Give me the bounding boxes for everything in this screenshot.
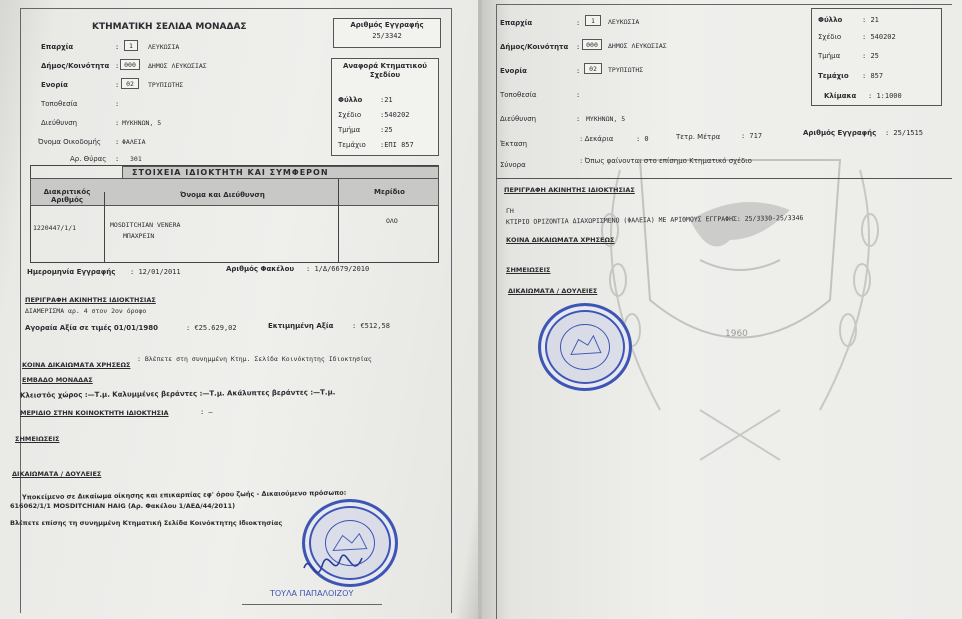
tetr-metra-value: : 717 (741, 132, 763, 140)
enoria-value: ΤΡΥΠΙΩΤΗΣ (148, 81, 184, 89)
right-fyllo-label: Φύλλο (818, 16, 843, 24)
right-topothesia-label: Τοποθεσία (500, 91, 537, 99)
right-rights-heading: ΔΙΚΑΙΩΜΑΤΑ / ΔΟΥΛΕΙΕΣ (508, 287, 598, 295)
left-common-rights-text: : Βλέπετε στη συνημμένη Κτημ. Σελίδα Κοινόκτητης Ιδιοκτησίας (137, 355, 372, 363)
synora-label: Σύνορα (500, 161, 526, 169)
owner-id: 1220447/1/1 (33, 224, 77, 232)
left-notes-heading: ΣΗΜΕΙΩΣΕΙΣ (15, 435, 60, 443)
right-klimaka-label: Κλίμακα (824, 92, 857, 100)
left-common-rights-heading: ΚΟΙΝΑ ΔΙΚΑΙΩΜΑΤΑ ΧΡΗΣΕΩΣ (22, 361, 131, 369)
right-dieuthinsi-label: Διεύθυνση (500, 115, 537, 123)
owner-name-line2: ΜΠΑΧΡΕΙΝ (123, 232, 155, 240)
right-registration-value: : 25/1515 (885, 129, 923, 137)
right-enoria-code: 02 (584, 63, 602, 74)
right-fyllo-value: 21 (870, 16, 879, 24)
signatory-name: ΤΟΥΛΑ ΠΑΠΑΛΟΙΖΟΥ (270, 589, 354, 598)
right-temaxio-value: 857 (870, 72, 884, 80)
right-temaxio-label: Τεμάχιο (818, 72, 849, 80)
ektasi-label: Έκταση (500, 140, 528, 148)
owners-header-id: Διακριτικός Αριθμός (43, 188, 91, 204)
registration-number-value: 25/3342 (372, 32, 402, 40)
topothesia-label: Τοποθεσία (41, 100, 78, 108)
signature-scribble (300, 548, 370, 588)
share-heading: ΜΕΡΙΔΙΟ ΣΤΗΝ ΚΟΙΝΟΚΤΗΤΗ ΙΔΙΟΚΤΗΣΙΑ (20, 409, 169, 417)
dimos-label: Δήμος/Κοινότητα (41, 62, 110, 70)
right-schedio-label: Σχέδιο (818, 33, 842, 41)
eparchia-code: 1 (124, 40, 138, 51)
rights-line-1: Υποκείμενο σε Δικαίωμα οίκησης και επικαρπίας εφ' όρου ζωής - Δικαιούμενο πρόσωπο: (21, 488, 347, 502)
estimated-value-label: Εκτιμημένη Αξία (268, 322, 334, 330)
right-tmima-value: 25 (870, 52, 879, 60)
fyllo-label: Φύλλο (338, 96, 363, 104)
right-description-line-1: ΓΗ (506, 207, 514, 215)
eparchia-value: ΛΕΥΚΩΣΙΑ (148, 43, 180, 51)
tmima-value: 25 (384, 126, 393, 134)
left-description-text: ΔΙΑΜΕΡΙΣΜΑ αρ. 4 στον 2ον όροφο (25, 307, 147, 315)
thyras-value: 301 (130, 155, 142, 163)
rights-line-3: Βλέπετε επίσης τη συνημμένη Κτηματική Σελίδα Κοινόκτητης Ιδιοκτησίας (10, 519, 283, 527)
right-eparchia-label: Επαρχία (500, 19, 533, 27)
coat-of-arms-watermark (580, 130, 900, 475)
dekaria-label: : Δεκάρια (580, 135, 614, 143)
dekaria-value: : 0 (636, 135, 649, 143)
right-eparchia-code: 1 (585, 15, 601, 26)
right-dimos-code: 000 (582, 39, 602, 50)
schedio-label: Σχέδιο (338, 111, 362, 119)
watermark-year: 1960 (725, 329, 748, 339)
owners-header-share: Μερίδιο (374, 188, 405, 196)
enoria-code: 02 (121, 78, 139, 89)
dimos-value: ΔΗΜΟΣ ΛΕΥΚΩΣΙΑΣ (148, 62, 207, 70)
right-dimos-value: ΔΗΜΟΣ ΛΕΥΚΩΣΙΑΣ (608, 42, 667, 50)
estimated-value: €512,58 (360, 322, 390, 330)
right-enoria-label: Ενορία (500, 67, 527, 75)
right-notes-heading: ΣΗΜΕΙΩΣΕΙΣ (506, 266, 551, 274)
right-common-rights-heading: ΚΟΙΝΑ ΔΙΚΑΙΩΜΑΤΑ ΧΡΗΣΕΩΣ (506, 236, 615, 244)
right-schedio-value: 540202 (870, 33, 896, 41)
schedio-value: 540202 (384, 111, 410, 119)
right-enoria-value: ΤΡΥΠΙΩΤΗΣ (608, 66, 644, 74)
right-klimaka-value: 1:1000 (876, 92, 902, 100)
area-text: Κλειστός χώρος :—Τ.μ. Καλυμμένες βεράντες :—Τ.μ. Ακάλυπτες βεράντες :—Τ.μ. (19, 388, 336, 400)
synora-text: : Όπως φαίνονται στο επίσημο Κτηματικό σχέδιο (580, 157, 752, 165)
registration-date-value: 12/01/2011 (138, 268, 181, 276)
left-description-heading: ΠΕΡΙΓΡΑΦΗ ΑΚΙΝΗΤΗΣ ΙΔΙΟΚΤΗΣΙΑΣ (25, 296, 156, 304)
right-description-heading: ΠΕΡΙΓΡΑΦΗ ΑΚΙΝΗΤΗΣ ΙΔΙΟΚΤΗΣΙΑΣ (504, 186, 635, 194)
tmima-label: Τμήμα (338, 126, 361, 134)
market-value-label: Αγοραία Αξία σε τιμές 01/01/1980 (25, 324, 159, 332)
tetr-metra-label: Τετρ. Μέτρα (676, 133, 721, 141)
owners-header-name: Όνομα και Διεύθυνση (180, 191, 265, 199)
official-stamp-right (538, 303, 632, 391)
file-number-label: Αριθμός Φακέλου (226, 265, 295, 273)
left-rights-heading: ΔΙΚΑΙΩΜΑΤΑ / ΔΟΥΛΕΙΕΣ (12, 470, 102, 478)
owner-share: ΟΛΟ (386, 217, 398, 225)
registration-date-label: Ημερομηνία Εγγραφής (27, 268, 116, 276)
temaxio-value: ΕΠΙ 857 (384, 141, 414, 149)
right-tmima-label: Τμήμα (818, 52, 841, 60)
fyllo-value: 21 (384, 96, 393, 104)
right-dieuthinsi-value: ΜΥΚΗΝΩΝ, 5 (586, 115, 626, 123)
oikodomi-label: Όνομα Οικοδομής (38, 138, 102, 146)
temaxio-label: Τεμάχιο (338, 141, 366, 149)
right-description-line-2: ΚΤΙΡΙΟ ΟΡΙΖΟΝΤΙΑ ΔΙΑΧΩΡΙΣΜΕΝΟ (ΦΑΛΕΙΑ) ΜΕ ΑΡΙΘΜΟΥΣ ΕΓΓΡΑΦΗΣ: 25/3330-25/3346 (505, 213, 804, 227)
dimos-code: 000 (120, 59, 140, 70)
eparchia-label: Επαρχία (41, 43, 74, 51)
area-heading: ΕΜΒΑΔΟ ΜΟΝΑΔΑΣ (22, 376, 93, 384)
right-dimos-label: Δήμος/Κοινότητα (500, 43, 569, 51)
rights-line-2: 616062/1/1 MOSDITCHIAN HAIG (Αρ. Φακέλου 1/ΑΕΔ/44/2011) (10, 502, 236, 510)
oikodomi-value: ΦΑΛΕΙΑ (122, 138, 146, 146)
right-registration-label: Αριθμός Εγγραφής (803, 129, 877, 137)
page-title: ΚΤΗΜΑΤΙΚΗ ΣΕΛΙΔΑ ΜΟΝΑΔΑΣ (92, 22, 247, 32)
registration-number-box (333, 18, 441, 48)
share-value: : — (200, 408, 213, 416)
enoria-label: Ενορία (41, 81, 68, 89)
market-value: €25.629,02 (194, 324, 237, 332)
cadastral-reference-title: Αναφορά Κτηματικού Σχεδίου (342, 62, 428, 79)
owner-name-line1: MOSDITCHIAN VENERA (110, 221, 181, 229)
file-number-value: 1/Δ/6679/2010 (314, 265, 370, 273)
right-eparchia-value: ΛΕΥΚΩΣΙΑ (608, 18, 640, 26)
thyras-label: Αρ. Θύρας (70, 155, 107, 163)
dieuthinsi-label: Διεύθυνση (41, 119, 78, 127)
registration-number-title: Αριθμός Εγγραφής (350, 21, 424, 29)
dieuthinsi-value: ΜΥΚΗΝΩΝ, 5 (122, 119, 162, 127)
owners-title: ΣΤΟΙΧΕΙΑ ΙΔΙΟΚΤΗΤΗ ΚΑΙ ΣΥΜΦΕΡΟΝ (132, 168, 329, 177)
